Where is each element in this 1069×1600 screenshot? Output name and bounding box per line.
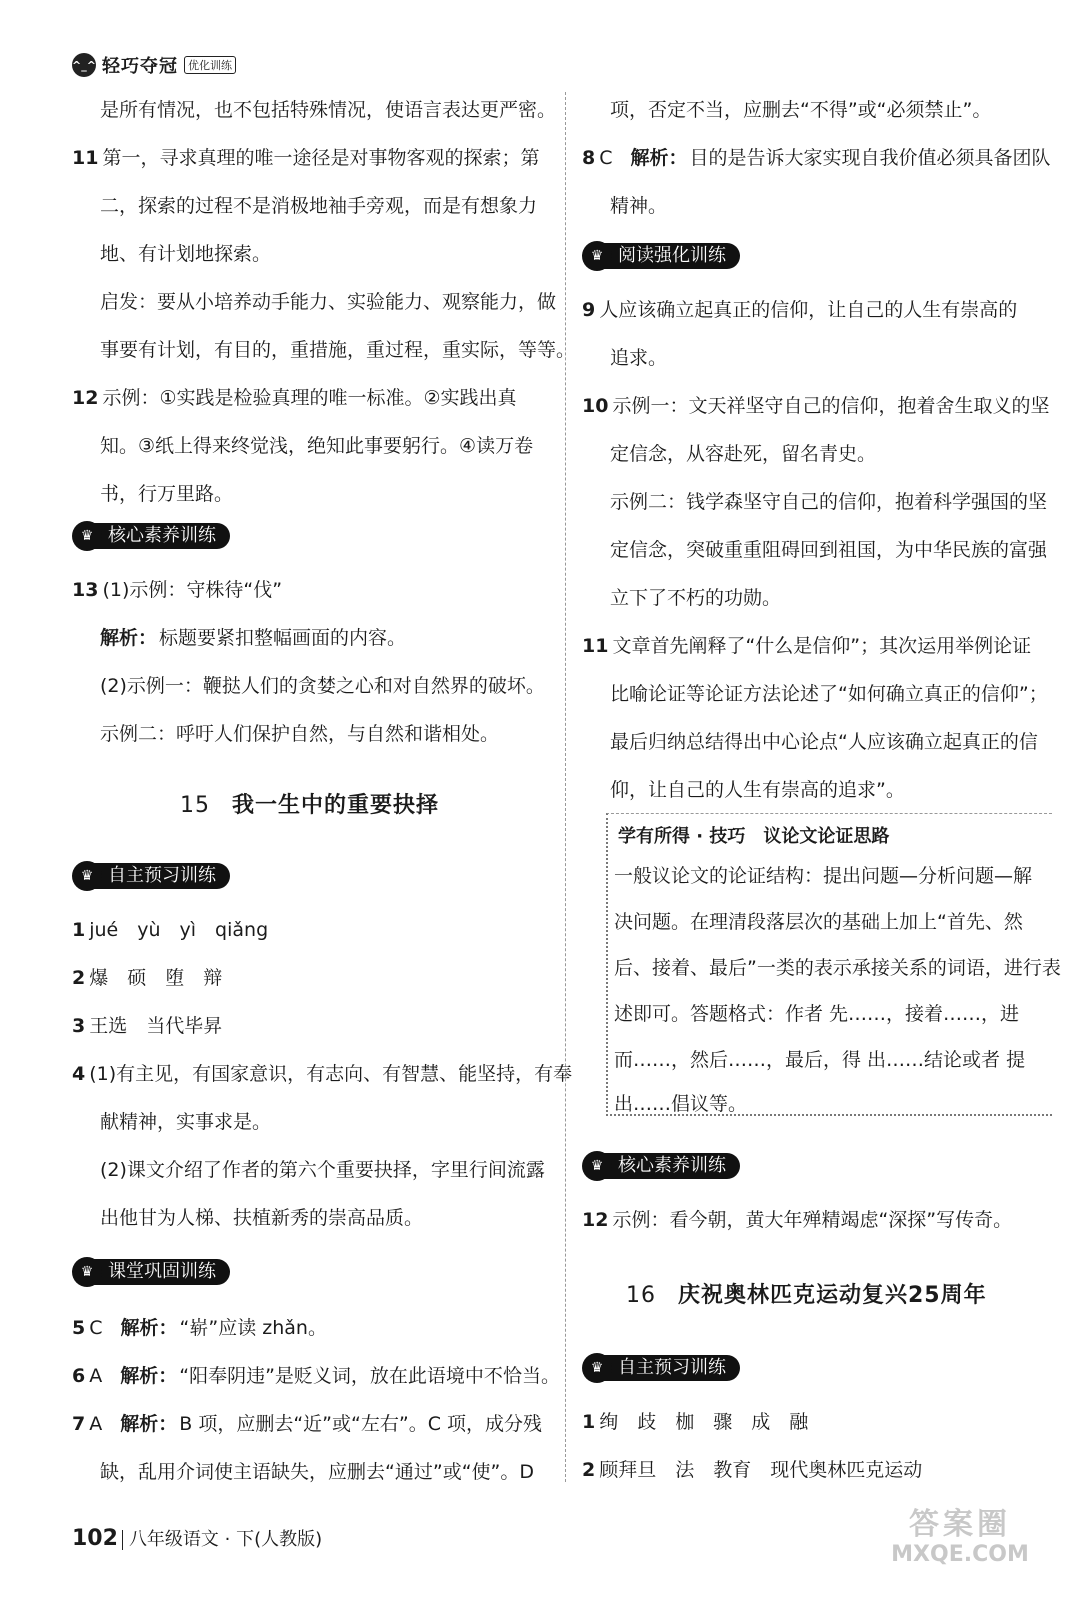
q11-line1: 11 第一，寻求真理的唯一途径是对事物客观的探索；第 <box>72 147 540 169</box>
tip-heading: 学有所得 · 技巧 议论文论证思路 <box>618 826 890 847</box>
section-badge-zizhu: ♛ 自主预习训练 <box>72 862 230 890</box>
q13-line1: 13 (1)示例：守株待“伐” <box>72 579 283 601</box>
q10-line1: 10 示例一：文天祥坚守自己的信仰，抱着舍生取义的坚 <box>582 395 1050 417</box>
q5-line: 5 C 解析： “崭”应读 zhǎn。 <box>72 1317 327 1339</box>
brand-name: 轻巧夺冠 <box>102 56 178 77</box>
tip-line: 后、接着、最后”一类的表示承接关系的词语，进行表 <box>614 957 1061 979</box>
q6-line: 6 A 解析： “阳奉阴违”是贬义词，放在此语境中不恰当。 <box>72 1365 560 1387</box>
crown-icon: ♛ <box>582 241 612 271</box>
q12-line3: 书，行万里路。 <box>100 483 234 505</box>
book-title: 八年级语文 · 下(人教版) <box>128 1529 323 1550</box>
page-number: 102 <box>72 1526 118 1551</box>
q4-line3: (2)课文介绍了作者的第六个重要抉择，字里行间流露 <box>100 1159 545 1181</box>
header-logo <box>72 52 236 78</box>
q10-line4: 定信念，突破重重阻碍回到祖国，为中华民族的富强 <box>610 539 1048 561</box>
q13-line2: 解析： 标题要紧扣整幅画面的内容。 <box>100 627 407 649</box>
q1b-line: 1 绚 歧 枷 骤 成 融 <box>582 1411 809 1433</box>
q8-line2: 精神。 <box>610 195 668 217</box>
brand-tag: 优化训练 <box>184 56 236 74</box>
q13-line3: (2)示例一：鞭挞人们的贪婪之心和对自然界的破坏。 <box>100 675 545 697</box>
crown-icon: ♛ <box>72 521 102 551</box>
crown-icon: ♛ <box>72 1257 102 1287</box>
section-badge-zizhu-2: ♛ 自主预习训练 <box>582 1354 740 1382</box>
section-badge-yuedu: ♛ 阅读强化训练 <box>582 242 740 270</box>
chapter-title-16: 16 庆祝奥林匹克运动复兴25周年 <box>626 1283 987 1308</box>
crown-icon: ♛ <box>72 861 102 891</box>
q2-line: 2 爆 硕 堕 辩 <box>72 967 223 989</box>
crown-icon: ♛ <box>582 1353 612 1383</box>
text-line: 是所有情况，也不包括特殊情况，使语言表达更严密。 <box>100 99 557 121</box>
tip-line: 一般议论文的论证结构：提出问题—分析问题—解 <box>614 865 1033 887</box>
q10-line2: 定信念，从容赴死，留名青史。 <box>610 443 877 465</box>
q12-line2: 知。③纸上得来终觉浅，绝知此事要躬行。④读万卷 <box>100 435 534 457</box>
q11r-line3: 最后归纳总结得出中心论点“人应该确立起真正的信 <box>610 731 1038 753</box>
q2b-line: 2 顾拜旦 法 教育 现代奥林匹克运动 <box>582 1459 923 1481</box>
q10-line5: 立下了不朽的功勋。 <box>610 587 782 609</box>
crown-icon: ♛ <box>582 1151 612 1181</box>
section-badge-hexin: ♛ 核心素养训练 <box>72 522 230 550</box>
q7-line1: 7 A 解析： B 项，应删去“近”或“左右”。C 项，成分残 <box>72 1413 543 1435</box>
q8-line1: 8 C 解析： 目的是告诉大家实现自我价值必须具备团队 <box>582 147 1051 169</box>
mascot-icon: ^_^ <box>72 53 96 77</box>
q10-line3: 示例二：钱学森坚守自己的信仰，抱着科学强国的坚 <box>610 491 1048 513</box>
q11r-line2: 比喻论证等论证方法论述了“如何确立真正的信仰”； <box>610 683 1048 705</box>
q4-line1: 4 (1)有主见，有国家意识，有志向、有智慧、能坚持，有奉 <box>72 1063 573 1085</box>
q11-line5: 事要有计划，有目的，重措施，重过程，重实际，等等。 <box>100 339 576 361</box>
q11r-line1: 11 文章首先阐释了“什么是信仰”；其次运用举例论证 <box>582 635 1032 657</box>
q7-line2: 缺，乱用介词使主语缺失，应删去“通过”或“使”。D <box>100 1461 535 1483</box>
q1-line: 1 jué yù yì qiǎng <box>72 919 269 941</box>
footer-divider <box>122 1530 123 1550</box>
tip-box <box>606 813 1061 1116</box>
watermark: 答案圈 MXQE.COM <box>891 1507 1029 1567</box>
q11r-line4: 仰，让自己的人生有崇高的追求”。 <box>610 779 905 801</box>
section-badge-ketang: ♛ 课堂巩固训练 <box>72 1258 230 1286</box>
tip-line: 决问题。在理清段落层次的基础上加上“首先、然 <box>614 911 1023 933</box>
tip-line: 而……，然后……，最后，得 出……结论或者 提 <box>614 1049 1026 1071</box>
text-line: 项，否定不当，应删去“不得”或“必须禁止”。 <box>610 99 992 121</box>
q12-line1: 12 示例：①实践是检验真理的唯一标准。②实践出真 <box>72 387 517 409</box>
tip-line: 出……倡议等。 <box>614 1093 748 1115</box>
tip-line: 述即可。答题格式：作者 先……，接着……，进 <box>614 1003 1020 1025</box>
q9-line1: 9 人应该确立起真正的信仰，让自己的人生有崇高的 <box>582 299 1018 321</box>
q11-line2: 二，探索的过程不是消极地袖手旁观，而是有想象力 <box>100 195 538 217</box>
q11-line4: 启发：要从小培养动手能力、实验能力、观察能力，做 <box>100 291 557 313</box>
q13-line4: 示例二：呼吁人们保护自然，与自然和谐相处。 <box>100 723 500 745</box>
q12r-line: 12 示例：看今朝，黄大年殚精竭虑“深探”写传奇。 <box>582 1209 1013 1231</box>
q11-line3: 地、有计划地探索。 <box>100 243 272 265</box>
column-divider <box>565 92 566 1482</box>
section-badge-hexin-2: ♛ 核心素养训练 <box>582 1152 740 1180</box>
chapter-title-15: 15 我一生中的重要抉择 <box>180 793 440 818</box>
q9-line2: 追求。 <box>610 347 668 369</box>
q4-line2: 献精神，实事求是。 <box>100 1111 272 1133</box>
q3-line: 3 王选 当代毕昇 <box>72 1015 223 1037</box>
q4-line4: 出他甘为人梯、扶植新秀的崇高品质。 <box>100 1207 424 1229</box>
page-footer <box>72 1525 322 1551</box>
